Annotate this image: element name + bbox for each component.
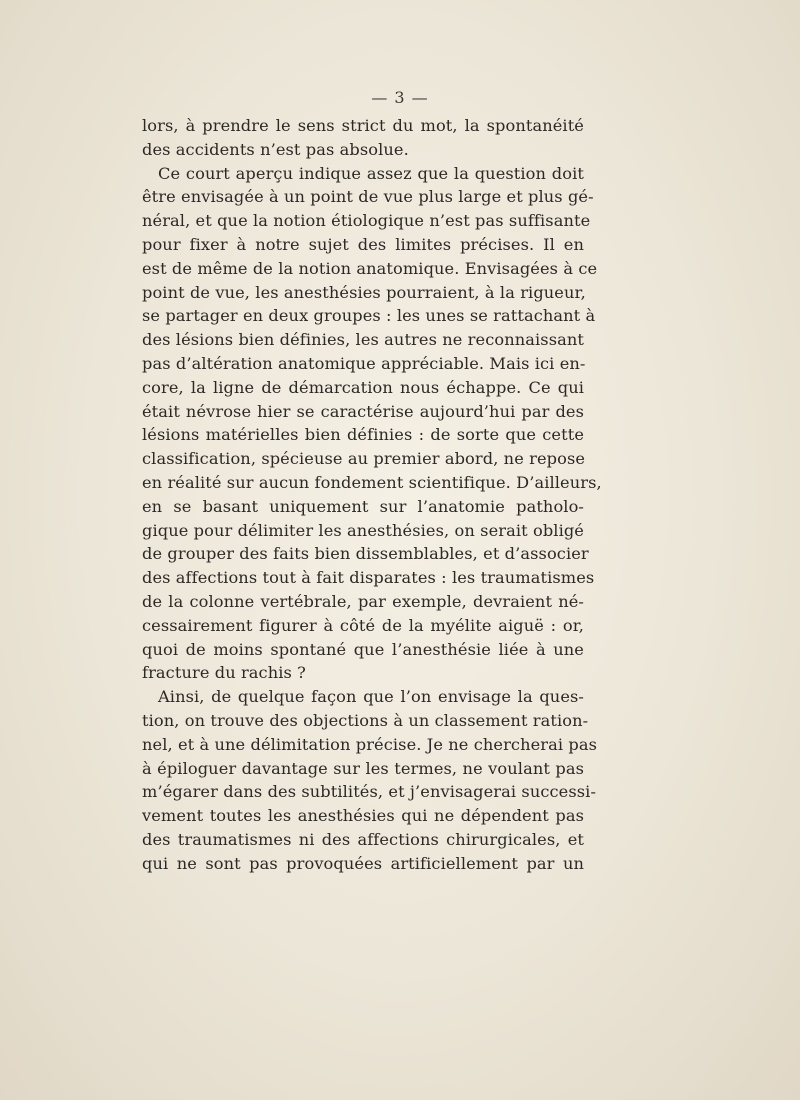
text-line: pour fixer à notre sujet des limites précises. Il en — [142, 234, 584, 254]
text-line: lésions matérielles bien définies : de sorte que cette — [142, 425, 584, 445]
text-line: en réalité sur aucun fondement scientifique. D’ailleurs, — [142, 472, 602, 492]
text-line: tion, on trouve des objections à un classement ration- — [142, 710, 589, 730]
text-line: core, la ligne de démarcation nous échappe. Ce qui — [142, 377, 584, 397]
text-line: qui ne sont pas provoquées artificiellement par un — [142, 853, 584, 873]
text-line: des accidents n’est pas absolue. — [142, 139, 409, 159]
text-line: Ainsi, de quelque façon que l’on envisage la ques- — [158, 687, 584, 707]
text-line: nel, et à une délimitation précise. Je ne chercherai pas — [142, 734, 598, 754]
text-line: vement toutes les anesthésies qui ne dépendent pas — [142, 806, 584, 826]
page-number: — 3 — — [371, 88, 429, 107]
text-line: point de vue, les anesthésies pourraient, à la rigueur, — [142, 282, 586, 302]
text-line: en se basant uniquement sur l’anatomie patholo- — [142, 496, 584, 516]
text-line: Ce court aperçu indique assez que la question doit — [158, 163, 584, 183]
text-line: être envisagée à un point de vue plus large et plus gé- — [142, 187, 594, 207]
text-line: cessairement figurer à côté de la myélite aiguë : or, — [142, 615, 584, 635]
text-line: m’égarer dans des subtilités, et j’envisagerai successi- — [142, 782, 597, 802]
text-line: pas d’altération anatomique appréciable. Mais ici en- — [142, 353, 586, 373]
text-line: des lésions bien définies, les autres ne reconnaissant — [142, 330, 584, 350]
text-line: est de même de la notion anatomique. Envisagées à ce — [142, 258, 598, 278]
text-line: de la colonne vertébrale, par exemple, devraient né- — [142, 591, 584, 611]
text-line: des affections tout à fait disparates : les traumatismes — [142, 568, 595, 588]
text-line: se partager en deux groupes : les unes se rattachant à — [142, 306, 596, 326]
text-line: de grouper des faits bien dissemblables, et d’associer — [142, 544, 589, 564]
text-line: à épiloguer davantage sur les termes, ne voulant pas — [142, 758, 584, 778]
text-line: classification, spécieuse au premier abord, ne repose — [142, 449, 586, 469]
text-line: était névrose hier se caractérise aujourd’hui par des — [142, 401, 584, 421]
text-line: quoi de moins spontané que l’anesthésie liée à une — [142, 639, 584, 659]
body-text — [142, 114, 602, 876]
text-line: lors, à prendre le sens strict du mot, la spontanéité — [142, 116, 584, 135]
text-line: néral, et que la notion étiologique n’est pas suffisante — [142, 211, 591, 231]
text-line: fracture du rachis ? — [142, 663, 306, 683]
text-line: des traumatismes ni des affections chirurgicales, et — [142, 829, 584, 849]
text-line: gique pour délimiter les anesthésies, on serait obligé — [142, 520, 584, 540]
